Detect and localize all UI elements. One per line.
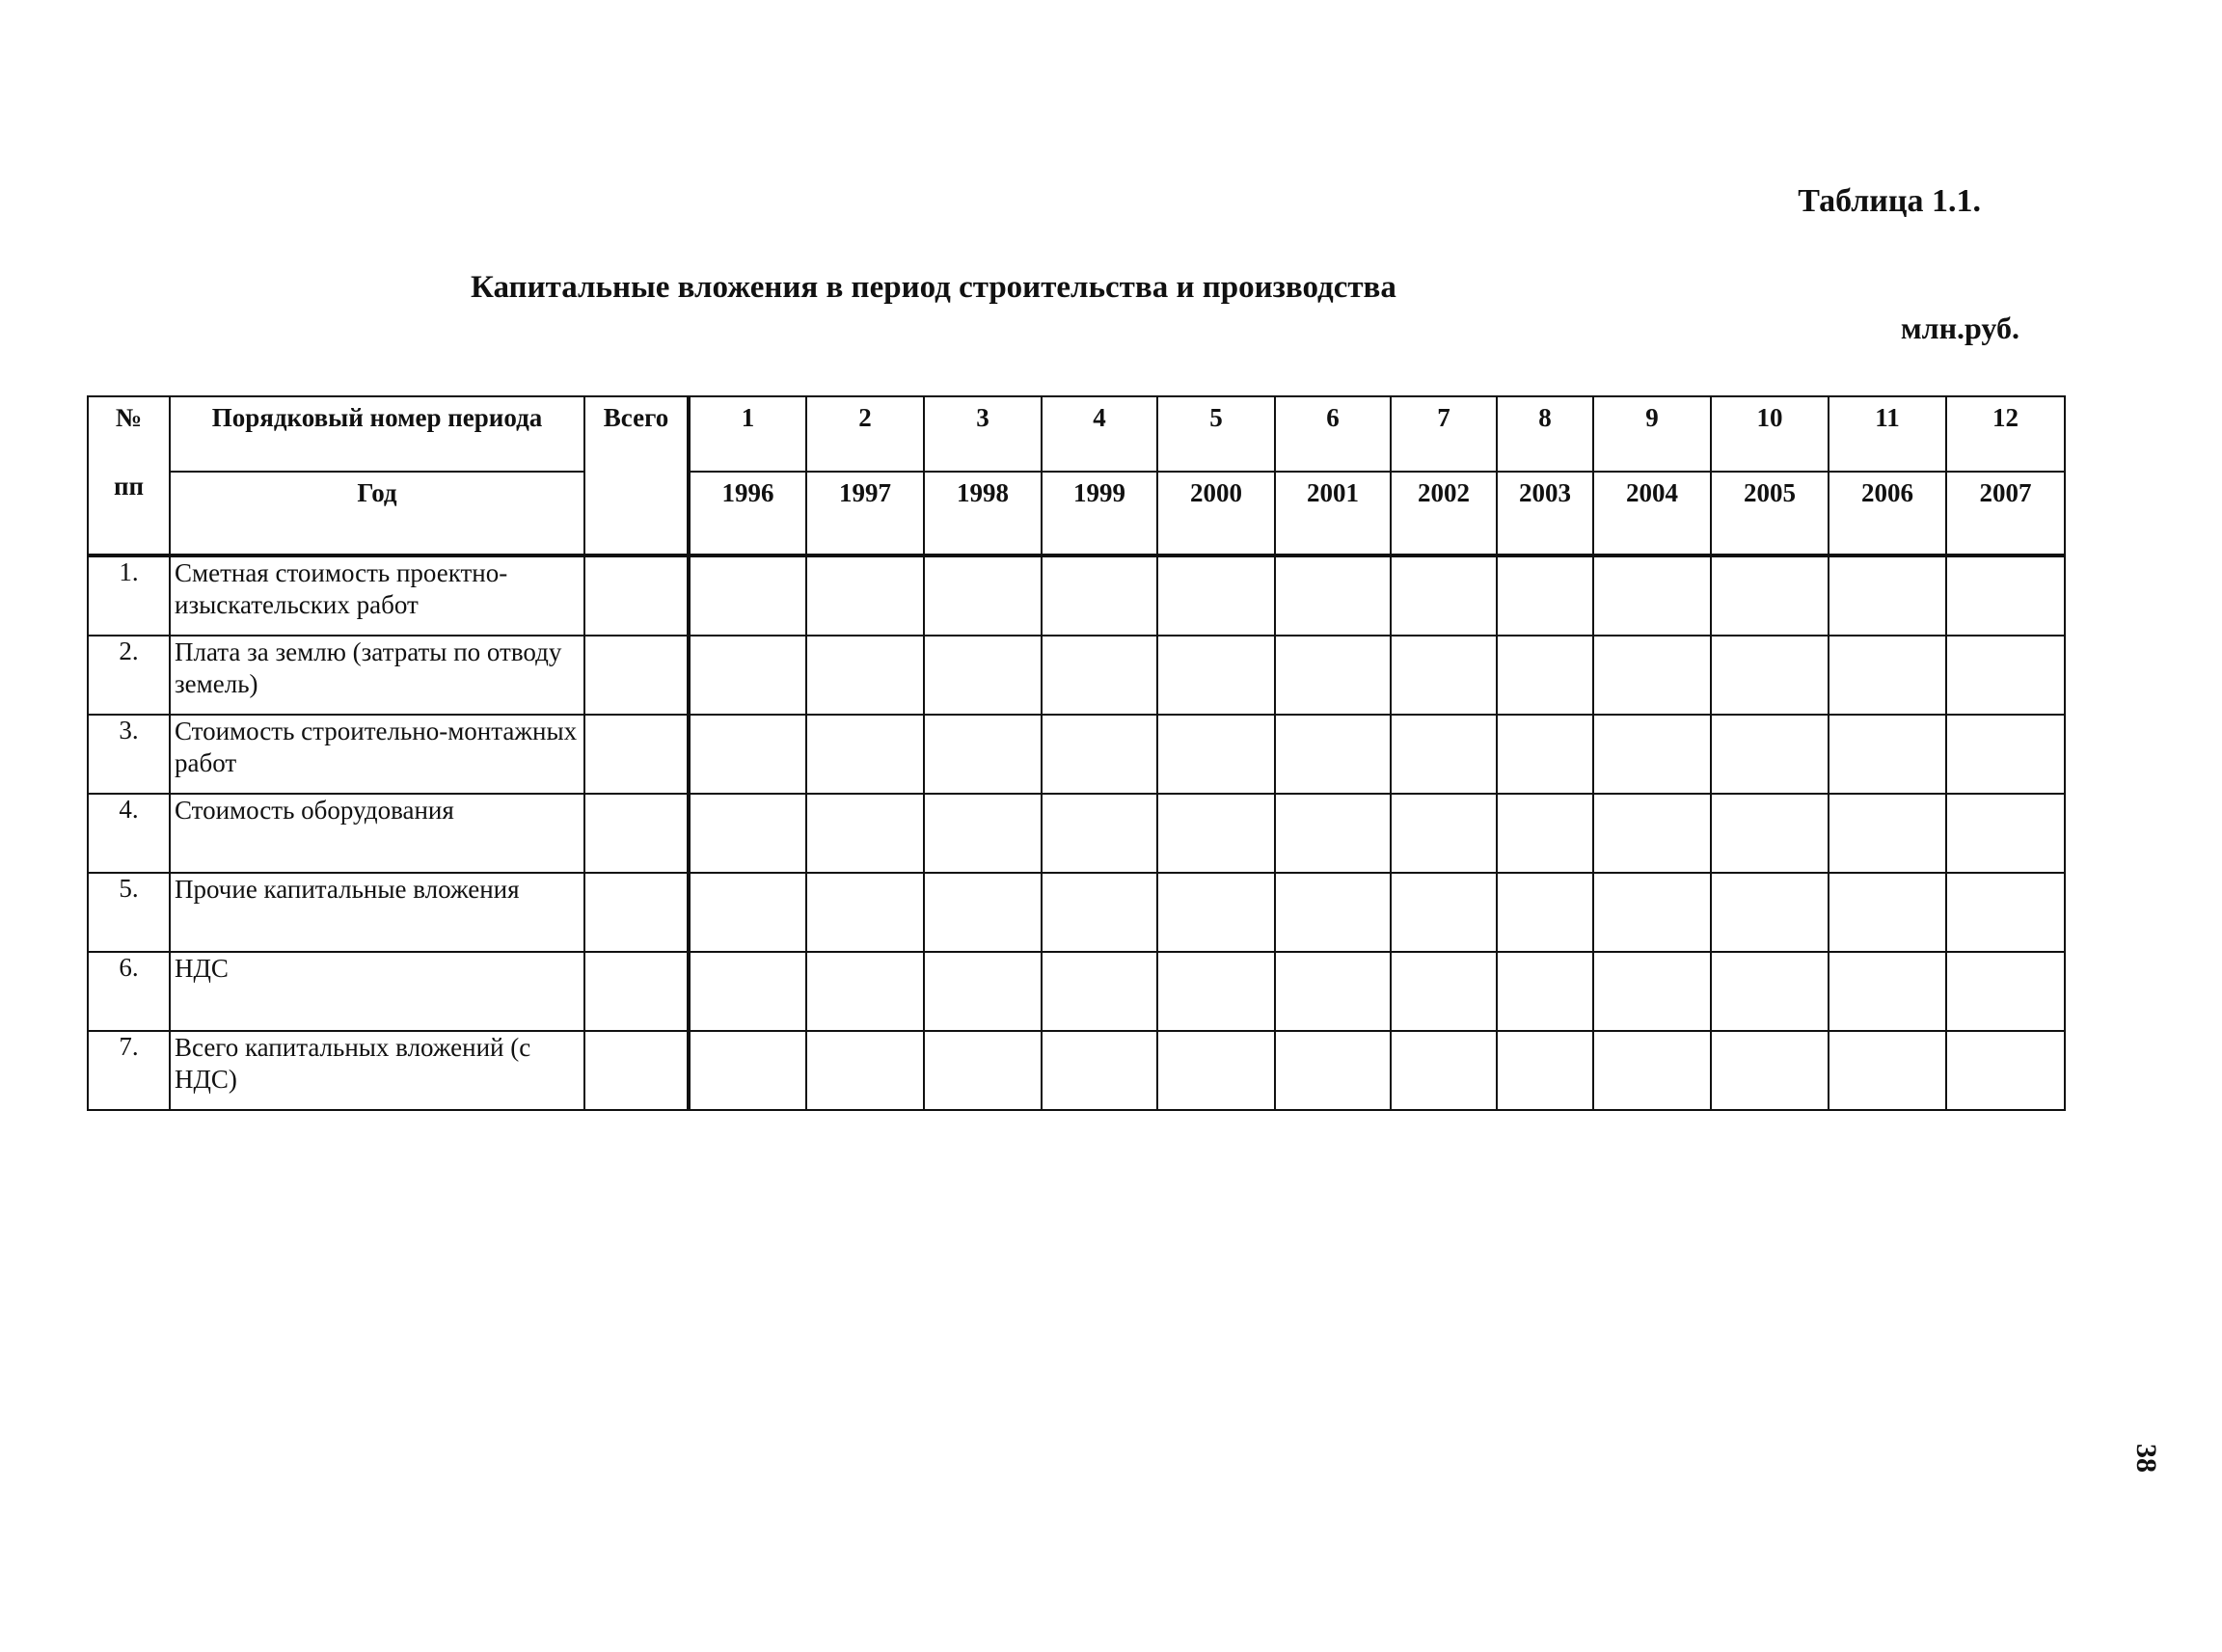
total-cell — [584, 952, 689, 1031]
value-cell — [1391, 873, 1497, 952]
page-number: 38 — [2130, 1444, 2162, 1473]
total-cell — [584, 555, 689, 636]
col-number-header — [88, 396, 170, 555]
row-name: Стоимость строительно-монтажных работ — [170, 715, 584, 794]
value-cell — [1391, 1031, 1497, 1110]
value-cell — [1829, 715, 1946, 794]
value-cell — [1157, 636, 1275, 715]
value-cell — [1157, 1031, 1275, 1110]
total-cell — [584, 1031, 689, 1110]
value-cell — [689, 794, 806, 873]
value-cell — [1946, 873, 2065, 952]
year-header: 2002 — [1391, 472, 1497, 555]
value-cell — [806, 873, 924, 952]
value-cell — [689, 555, 806, 636]
value-cell — [1946, 794, 2065, 873]
value-cell — [1711, 794, 1829, 873]
value-cell — [806, 715, 924, 794]
header-row-periods — [88, 396, 2065, 472]
period-header: 4 — [1042, 396, 1157, 472]
table-row — [88, 636, 2065, 715]
value-cell — [1042, 873, 1157, 952]
row-number: 5. — [88, 873, 170, 952]
value-cell — [806, 1031, 924, 1110]
period-header: 10 — [1711, 396, 1829, 472]
value-cell — [689, 715, 806, 794]
value-cell — [1711, 1031, 1829, 1110]
value-cell — [1157, 794, 1275, 873]
value-cell — [924, 873, 1042, 952]
value-cell — [1391, 794, 1497, 873]
value-cell — [1711, 715, 1829, 794]
units-label: млн.руб. — [1900, 311, 2019, 345]
period-header: 6 — [1275, 396, 1391, 472]
value-cell — [1497, 794, 1593, 873]
value-cell — [1946, 952, 2065, 1031]
value-cell — [1497, 555, 1593, 636]
value-cell — [1946, 715, 2065, 794]
value-cell — [1497, 715, 1593, 794]
row-number: 1. — [88, 555, 170, 636]
value-cell — [1593, 1031, 1711, 1110]
year-header: 2006 — [1829, 472, 1946, 555]
year-header: 2005 — [1711, 472, 1829, 555]
value-cell — [689, 873, 806, 952]
value-cell — [924, 952, 1042, 1031]
year-header: 1998 — [924, 472, 1042, 555]
period-header: 5 — [1157, 396, 1275, 472]
row-number: 3. — [88, 715, 170, 794]
total-cell — [584, 715, 689, 794]
value-cell — [1946, 555, 2065, 636]
value-cell — [1157, 555, 1275, 636]
value-cell — [1157, 715, 1275, 794]
value-cell — [924, 1031, 1042, 1110]
value-cell — [1829, 1031, 1946, 1110]
value-cell — [1391, 636, 1497, 715]
value-cell — [1042, 794, 1157, 873]
value-cell — [806, 794, 924, 873]
row-name: Стоимость оборудования — [170, 794, 584, 873]
period-header: 12 — [1946, 396, 2065, 472]
value-cell — [1829, 555, 1946, 636]
year-label: Год — [170, 472, 584, 555]
row-number: 2. — [88, 636, 170, 715]
value-cell — [1275, 636, 1391, 715]
header-row-years — [88, 472, 2065, 555]
year-header: 1999 — [1042, 472, 1157, 555]
period-header: 11 — [1829, 396, 1946, 472]
row-name: Прочие капитальные вложения — [170, 873, 584, 952]
value-cell — [1275, 715, 1391, 794]
row-name: Всего капитальных вложений (с НДС) — [170, 1031, 584, 1110]
capital-investment-table — [87, 395, 2066, 1111]
row-name: НДС — [170, 952, 584, 1031]
value-cell — [1275, 794, 1391, 873]
value-cell — [1593, 636, 1711, 715]
year-header: 2001 — [1275, 472, 1391, 555]
value-cell — [1497, 873, 1593, 952]
value-cell — [1593, 873, 1711, 952]
year-header: 2004 — [1593, 472, 1711, 555]
value-cell — [1593, 715, 1711, 794]
value-cell — [1829, 794, 1946, 873]
value-cell — [1391, 715, 1497, 794]
value-cell — [1497, 1031, 1593, 1110]
value-cell — [1711, 873, 1829, 952]
value-cell — [1593, 555, 1711, 636]
value-cell — [1946, 636, 2065, 715]
value-cell — [924, 555, 1042, 636]
col-number-top: № — [115, 403, 143, 432]
year-header: 2000 — [1157, 472, 1275, 555]
value-cell — [1275, 952, 1391, 1031]
value-cell — [1497, 952, 1593, 1031]
row-number: 6. — [88, 952, 170, 1031]
period-header: 3 — [924, 396, 1042, 472]
value-cell — [1042, 1031, 1157, 1110]
table-row — [88, 1031, 2065, 1110]
total-cell — [584, 873, 689, 952]
value-cell — [1042, 715, 1157, 794]
document-title: Капитальные вложения в период строительства и производства — [471, 270, 1396, 305]
row-number: 4. — [88, 794, 170, 873]
table-row — [88, 794, 2065, 873]
value-cell — [1157, 873, 1275, 952]
table-row — [88, 873, 2065, 952]
value-cell — [806, 952, 924, 1031]
value-cell — [1946, 1031, 2065, 1110]
year-header: 2003 — [1497, 472, 1593, 555]
col-number-bottom: пп — [113, 472, 145, 501]
value-cell — [806, 636, 924, 715]
year-header: 1997 — [806, 472, 924, 555]
row-name: Сметная стоимость проектно-изыскательских работ — [170, 555, 584, 636]
total-cell — [584, 636, 689, 715]
value-cell — [806, 555, 924, 636]
value-cell — [924, 636, 1042, 715]
value-cell — [689, 952, 806, 1031]
period-header: 7 — [1391, 396, 1497, 472]
table-row — [88, 952, 2065, 1031]
value-cell — [1042, 636, 1157, 715]
value-cell — [1042, 555, 1157, 636]
value-cell — [1391, 555, 1497, 636]
table-number: Таблица 1.1. — [1798, 183, 1981, 219]
total-header: Всего — [584, 396, 689, 555]
value-cell — [1829, 873, 1946, 952]
value-cell — [1829, 952, 1946, 1031]
value-cell — [1275, 1031, 1391, 1110]
value-cell — [1275, 555, 1391, 636]
period-header: 9 — [1593, 396, 1711, 472]
period-header: 2 — [806, 396, 924, 472]
value-cell — [1042, 952, 1157, 1031]
table-row — [88, 555, 2065, 636]
value-cell — [1391, 952, 1497, 1031]
value-cell — [1829, 636, 1946, 715]
value-cell — [689, 636, 806, 715]
period-header: 8 — [1497, 396, 1593, 472]
year-header: 1996 — [689, 472, 806, 555]
value-cell — [1711, 636, 1829, 715]
total-cell — [584, 794, 689, 873]
period-label: Порядковый номер периода — [170, 396, 584, 472]
value-cell — [689, 1031, 806, 1110]
value-cell — [924, 715, 1042, 794]
value-cell — [1593, 794, 1711, 873]
row-name: Плата за землю (затраты по отводу земель) — [170, 636, 584, 715]
value-cell — [1497, 636, 1593, 715]
value-cell — [1275, 873, 1391, 952]
value-cell — [1157, 952, 1275, 1031]
value-cell — [1711, 555, 1829, 636]
year-header: 2007 — [1946, 472, 2065, 555]
table-row — [88, 715, 2065, 794]
value-cell — [1711, 952, 1829, 1031]
value-cell — [924, 794, 1042, 873]
row-number: 7. — [88, 1031, 170, 1110]
period-header: 1 — [689, 396, 806, 472]
value-cell — [1593, 952, 1711, 1031]
